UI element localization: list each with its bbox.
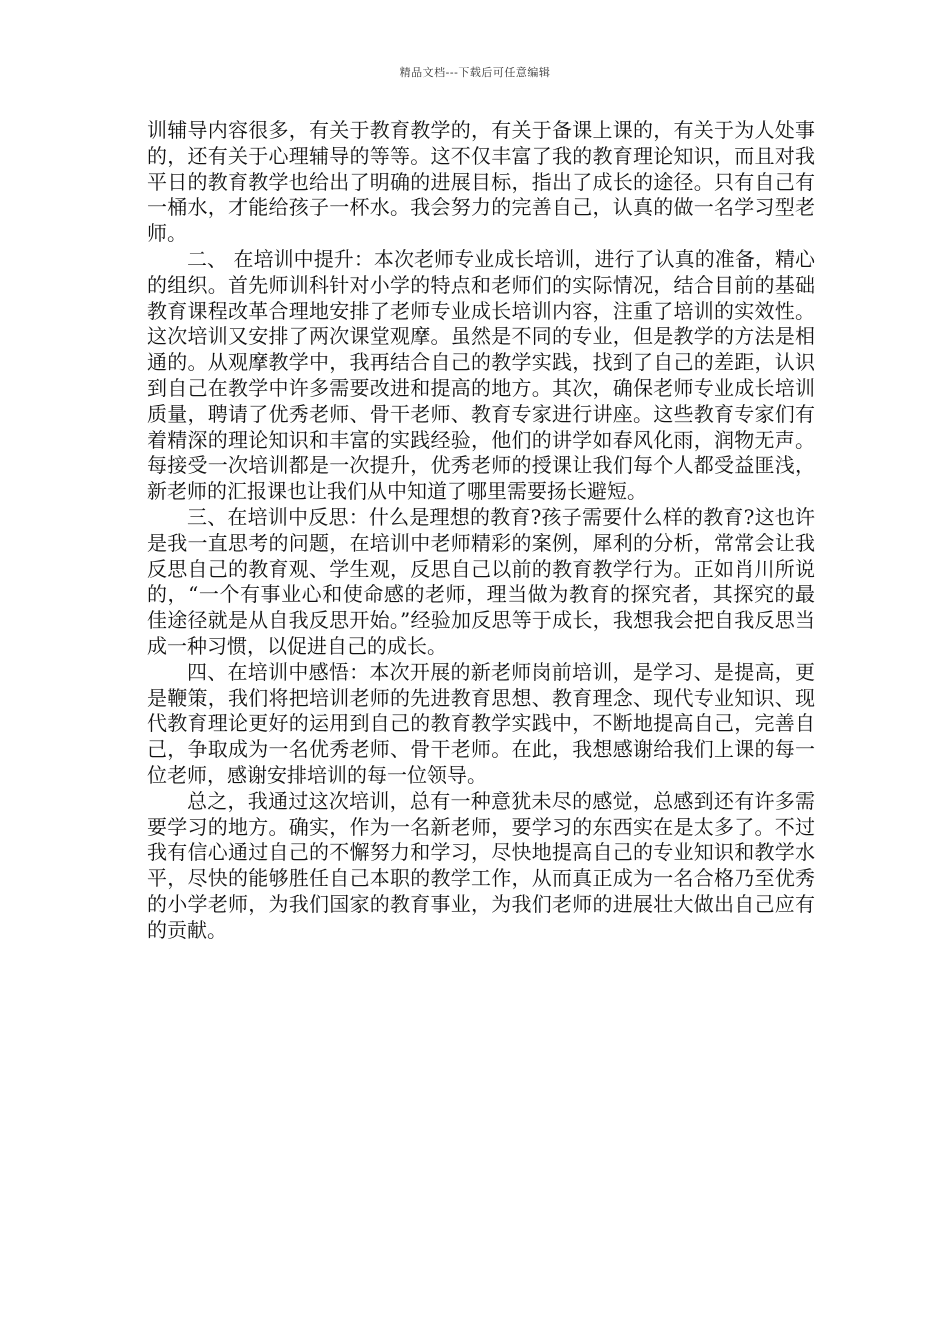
paragraph-2: 二、 在培训中提升：本次老师专业成长培训，进行了认真的准备，精心的组织。首先师训科针对小学的特点和老师们的实际情况，结合目前的基础教育课程改革合理地安排了老师专业成长培训内容，注重了培训的实效性。这次培训又安排了两次课堂观摩。虽然是不同的专业，但是教学的方法是相通的。从观摩教学中，我再结合自己的教学实践，找到了自己的差距，认识到自己在教学中许多需要改进和提高的地方。其次，确保老师专业成长培训质量，聘请了优秀老师、骨干老师、教育专家进行讲座。这些教育专家们有着精深的理论知识和丰富的实践经验，他们的讲学如春风化雨，润物无声。每接受一次培训都是一次提升，优秀老师的授课让我们每个人都受益匪浅，新老师的汇报课也让我们从中知道了哪里需要扬长避短。 [147, 246, 815, 504]
paragraph-3: 三、在培训中反思：什么是理想的教育?孩子需要什么样的教育?这也许是我一直思考的问题，在培训中老师精彩的案例，犀利的分析，常常会让我反思自己的教育观、学生观，反思自己以前的教育教学行为。正如肖川所说的，“一个有事业心和使命感的老师，理当做为教育的探究者，其探究的最佳途径就是从自我反思开始。”经验加反思等于成长，我想我会把自我反思当成一种习惯，以促进自己的成长。 [147, 504, 815, 658]
paragraph-4: 四、在培训中感悟：本次开展的新老师岗前培训，是学习、是提高，更是鞭策，我们将把培训老师的先进教育思想、教育理念、现代专业知识、现代教育理论更好的运用到自己的教育教学实践中，不断地提高自己，完善自己，争取成为一名优秀老师、骨干老师。在此，我想感谢给我们上课的每一位老师，感谢安排培训的每一位领导。 [147, 659, 815, 787]
page-header: 精品文档---下载后可任意编辑 [399, 66, 551, 79]
paragraph-5: 总之，我通过这次培训，总有一种意犹未尽的感觉，总感到还有许多需要学习的地方。确实，作为一名新老师，要学习的东西实在是太多了。不过我有信心通过自己的不懈努力和学习，尽快地提高自己的专业知识和教学水平，尽快的能够胜任自己本职的教学工作，从而真正成为一名合格乃至优秀的小学老师，为我们国家的教育事业，为我们老师的进展壮大做出自己应有的贡献。 [147, 788, 815, 942]
document-body [147, 118, 815, 944]
paragraph-1: 训辅导内容很多，有关于教育教学的，有关于备课上课的，有关于为人处事的，还有关于心理辅导的等等。这不仅丰富了我的教育理论知识，而且对我平日的教育教学也给出了明确的进展目标，指出了成长的途径。只有自己有一桶水，才能给孩子一杯水。我会努力的完善自己，认真的做一名学习型老师。 [147, 118, 815, 246]
